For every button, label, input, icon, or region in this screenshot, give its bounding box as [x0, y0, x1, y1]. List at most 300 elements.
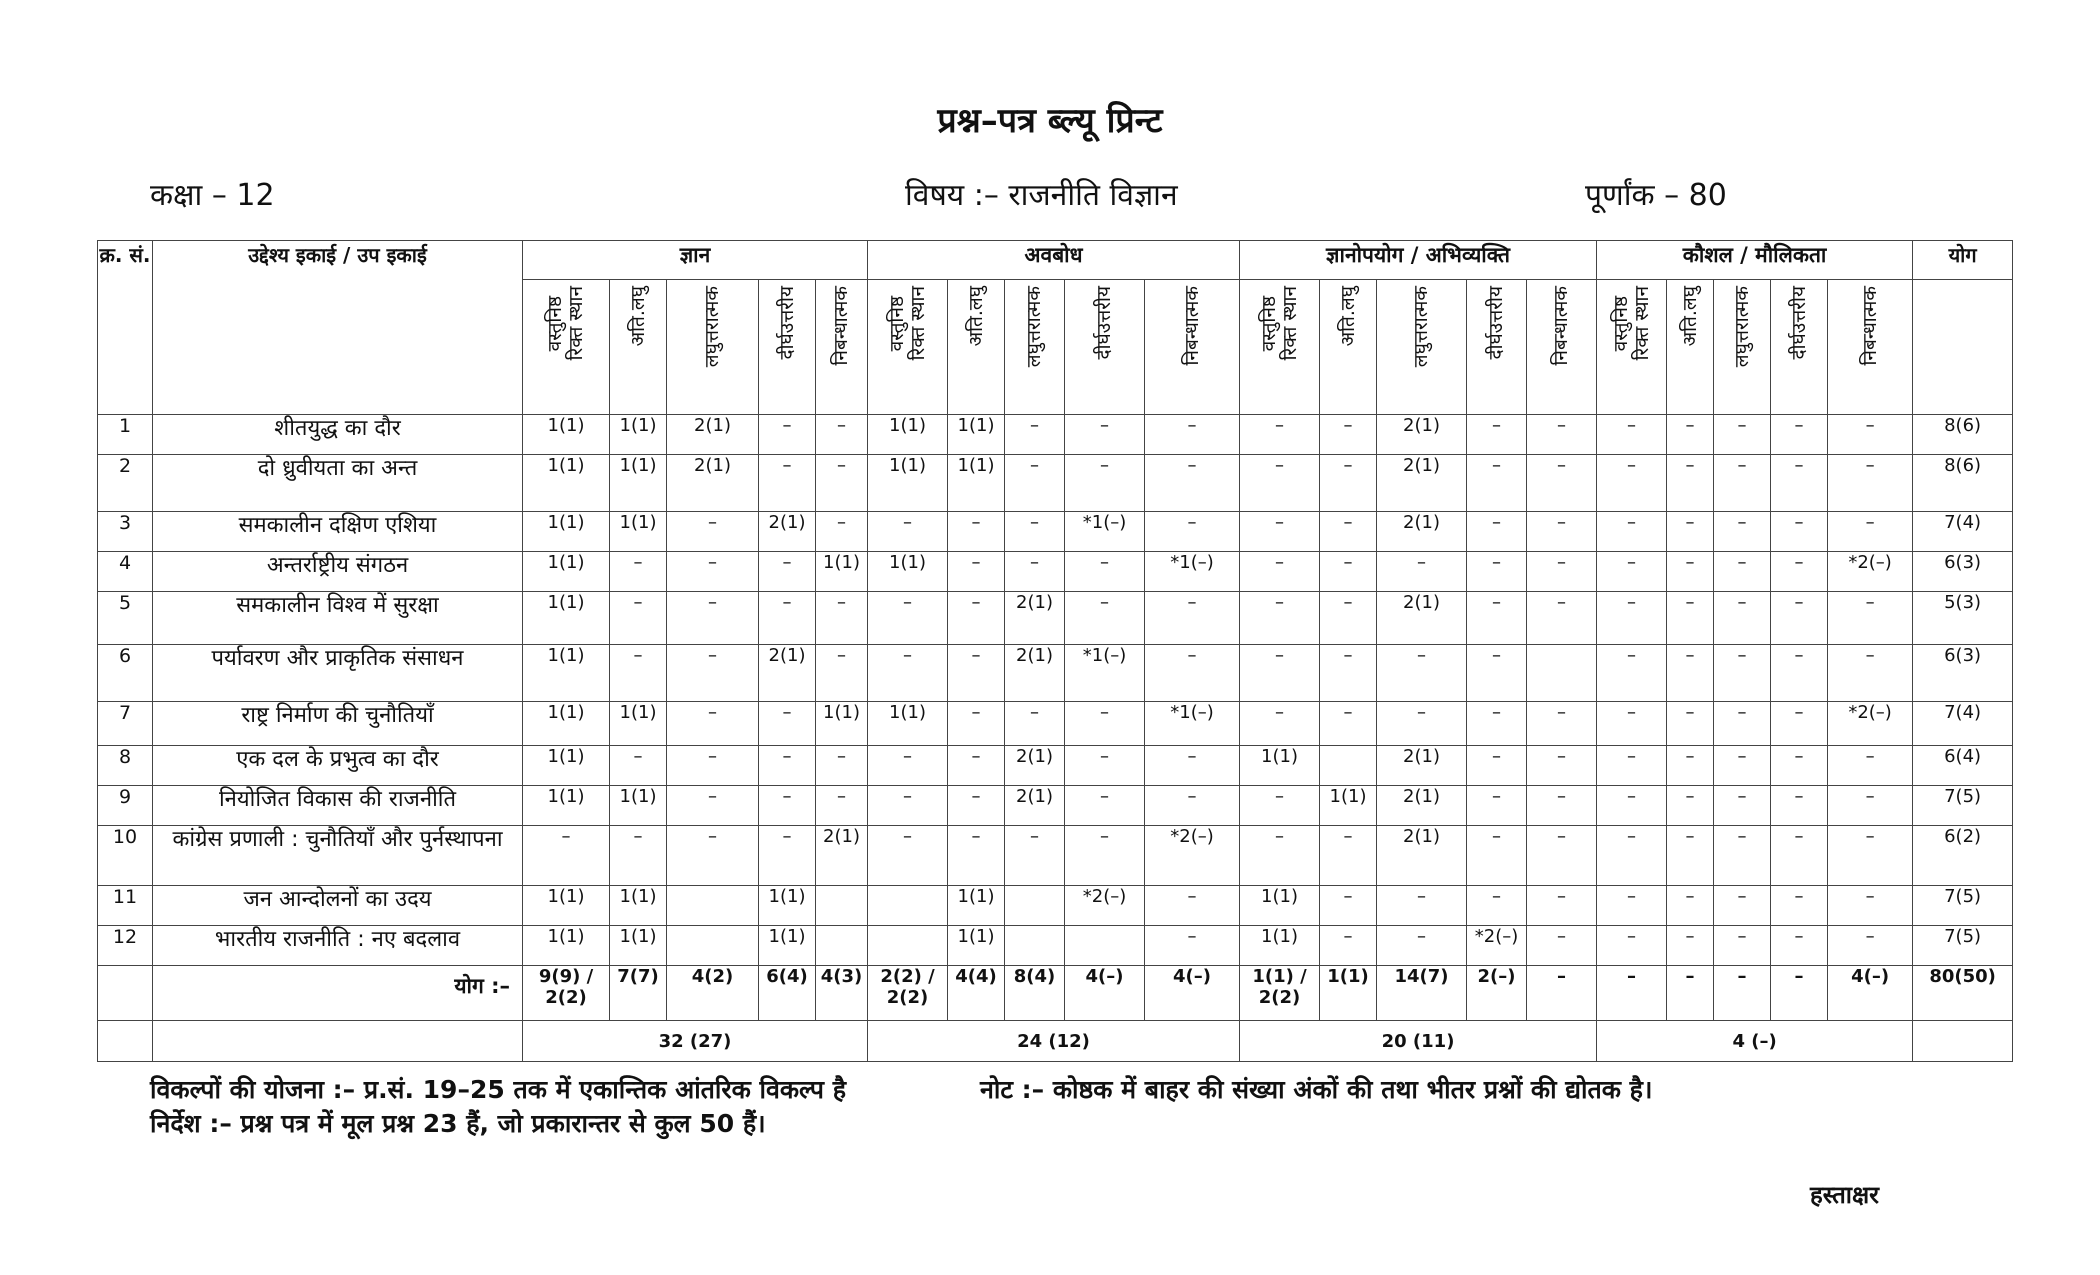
mark-cell: – [1828, 592, 1913, 645]
mark-cell: – [816, 786, 868, 826]
question-type-label: वस्तुनिष्ठ रिक्त स्थान [1609, 286, 1653, 361]
mark-cell: – [1771, 886, 1828, 926]
mark-cell: – [1828, 926, 1913, 966]
question-type-header [1467, 280, 1527, 415]
mark-cell: – [1145, 455, 1240, 512]
mark-cell: – [1714, 415, 1771, 455]
mark-cell: – [1467, 455, 1527, 512]
row-number: 4 [98, 552, 153, 592]
question-type-header [868, 280, 948, 415]
mark-cell: – [1597, 702, 1667, 746]
mark-cell: – [1771, 455, 1828, 512]
row-total: 8(6) [1913, 415, 2013, 455]
total-cell: 4(3) [816, 966, 868, 1021]
mark-cell: – [1667, 592, 1714, 645]
total-cell: 14(7) [1377, 966, 1467, 1021]
total-cell: – [1714, 966, 1771, 1021]
mark-cell: – [1145, 786, 1240, 826]
mark-cell: – [1714, 786, 1771, 826]
mark-cell: – [1240, 455, 1320, 512]
mark-cell: – [759, 455, 816, 512]
total-cell: – [1597, 966, 1667, 1021]
mark-cell: – [1527, 826, 1597, 886]
mark-cell: – [1467, 512, 1527, 552]
mark-cell: 1(1) [610, 512, 667, 552]
mark-cell: – [1714, 645, 1771, 702]
mark-cell: 1(1) [523, 926, 610, 966]
mark-cell: – [1771, 645, 1828, 702]
mark-cell: – [948, 826, 1005, 886]
mark-cell: 1(1) [523, 512, 610, 552]
mark-cell: *1(–) [1065, 512, 1145, 552]
total-row [98, 966, 2013, 1021]
mark-cell: 1(1) [1240, 926, 1320, 966]
group-header-skill: कौशल / मौलिकता [1597, 241, 1913, 280]
group-totals-blank [98, 1021, 153, 1062]
mark-cell: – [1667, 926, 1714, 966]
group-total: 32 (27) [523, 1021, 868, 1062]
mark-cell: *2(–) [1828, 702, 1913, 746]
mark-cell: – [1527, 926, 1597, 966]
question-type-header [1240, 280, 1320, 415]
mark-cell [1065, 926, 1145, 966]
total-cell: 4(2) [667, 966, 759, 1021]
mark-cell: – [1771, 786, 1828, 826]
question-type-label: निबन्धात्मक [830, 286, 852, 366]
mark-cell: – [1065, 592, 1145, 645]
question-type-header [1005, 280, 1065, 415]
mark-cell: – [667, 645, 759, 702]
question-type-header [759, 280, 816, 415]
mark-cell: – [1320, 702, 1377, 746]
mark-cell: – [1597, 786, 1667, 826]
mark-cell: 2(1) [816, 826, 868, 886]
class-label: कक्षा – 12 [150, 178, 275, 213]
mark-cell: – [816, 746, 868, 786]
mark-cell: – [1005, 415, 1065, 455]
mark-cell: – [667, 512, 759, 552]
grand-total: 80(50) [1913, 966, 2013, 1021]
row-total: 6(2) [1913, 826, 2013, 886]
unit-name: दो ध्रुवीयता का अन्त [153, 455, 523, 512]
mark-cell: – [1467, 552, 1527, 592]
mark-cell: – [1377, 926, 1467, 966]
mark-cell: – [1320, 592, 1377, 645]
unit-name: कांग्रेस प्रणाली : चुनौतियाँ और पुर्नस्थापना [153, 826, 523, 886]
mark-cell: – [816, 512, 868, 552]
mark-cell: – [759, 552, 816, 592]
question-type-header [1145, 280, 1240, 415]
mark-cell: 1(1) [948, 926, 1005, 966]
mark-cell: 1(1) [1320, 786, 1377, 826]
unit-name: समकालीन दक्षिण एशिया [153, 512, 523, 552]
mark-cell: 2(1) [759, 645, 816, 702]
mark-cell: – [1597, 826, 1667, 886]
mark-cell: – [1667, 415, 1714, 455]
mark-cell: 2(1) [1377, 786, 1467, 826]
unit-name: जन आन्दोलनों का उदय [153, 886, 523, 926]
mark-cell [1527, 645, 1597, 702]
unit-header: उद्देश्य इकाई / उप इकाई [153, 241, 523, 415]
mark-cell: – [1828, 415, 1913, 455]
mark-cell: – [1667, 455, 1714, 512]
mark-cell: – [1714, 826, 1771, 886]
mark-cell: 2(1) [667, 415, 759, 455]
row-total: 6(3) [1913, 552, 2013, 592]
mark-cell: – [1771, 746, 1828, 786]
mark-cell: – [1467, 592, 1527, 645]
question-type-label: अति.लघु [626, 286, 649, 347]
mark-cell: 1(1) [523, 592, 610, 645]
question-type-label: लघुत्तरात्मक [1410, 286, 1433, 368]
table-row [98, 592, 2013, 645]
mark-cell: – [948, 592, 1005, 645]
question-type-header [948, 280, 1005, 415]
mark-cell: – [1467, 415, 1527, 455]
mark-cell [1320, 746, 1377, 786]
mark-cell: 1(1) [523, 702, 610, 746]
mark-cell: 2(1) [1005, 592, 1065, 645]
mark-cell: – [1240, 552, 1320, 592]
question-type-header [816, 280, 868, 415]
mark-cell: – [948, 552, 1005, 592]
mark-cell: – [1597, 746, 1667, 786]
question-type-label: अति.लघु [964, 286, 987, 347]
row-number: 6 [98, 645, 153, 702]
total-cell: 2(–) [1467, 966, 1527, 1021]
mark-cell: – [1527, 702, 1597, 746]
mark-cell: – [1714, 746, 1771, 786]
mark-cell: – [1320, 455, 1377, 512]
row-total: 7(5) [1913, 786, 2013, 826]
row-number: 7 [98, 702, 153, 746]
mark-cell: – [1005, 455, 1065, 512]
row-number: 5 [98, 592, 153, 645]
question-type-label: वस्तुनिष्ठ रिक्त स्थान [1257, 286, 1301, 361]
table-row [98, 645, 2013, 702]
mark-cell: *2(–) [1467, 926, 1527, 966]
mark-cell: *2(–) [1828, 552, 1913, 592]
mark-cell: – [1377, 552, 1467, 592]
total-cell: 9(9) / 2(2) [523, 966, 610, 1021]
question-type-header [610, 280, 667, 415]
question-type-label: लघुत्तरात्मक [1023, 286, 1045, 368]
total-cell: 2(2) / 2(2) [868, 966, 948, 1021]
mark-cell: – [1597, 552, 1667, 592]
mark-cell: 2(1) [1377, 455, 1467, 512]
mark-cell: – [868, 746, 948, 786]
mark-cell: – [667, 552, 759, 592]
unit-name: नियोजित विकास की राजनीति [153, 786, 523, 826]
table-row [98, 826, 2013, 886]
serial-header: क्र. सं. [98, 241, 153, 415]
mark-cell: – [1145, 645, 1240, 702]
mark-cell: 1(1) [868, 702, 948, 746]
mark-cell: – [1714, 592, 1771, 645]
mark-cell: – [1771, 415, 1828, 455]
row-total: 5(3) [1913, 592, 2013, 645]
mark-cell [868, 926, 948, 966]
signature-label: हस्ताक्षर [1810, 1181, 1879, 1209]
mark-cell: – [1667, 512, 1714, 552]
mark-cell: 1(1) [868, 455, 948, 512]
mark-cell: – [816, 455, 868, 512]
mark-cell: – [759, 415, 816, 455]
page-title: प्रश्न–पत्र ब्ल्यू प्रिन्ट [937, 101, 1163, 141]
group-total: 24 (12) [868, 1021, 1240, 1062]
mark-cell: – [1527, 786, 1597, 826]
table-row [98, 886, 2013, 926]
mark-cell: – [1527, 886, 1597, 926]
table-row [98, 746, 2013, 786]
mark-cell: – [1771, 826, 1828, 886]
options-note: विकल्पों की योजना :– प्र.सं. 19–25 तक में एकान्तिक आंतरिक विकल्प है [150, 1075, 846, 1104]
question-type-label: दीर्घउत्तरीय [1093, 286, 1115, 360]
total-cell: 4(–) [1828, 966, 1913, 1021]
mark-cell: *2(–) [1145, 826, 1240, 886]
mark-cell: – [1828, 645, 1913, 702]
mark-cell: 1(1) [523, 886, 610, 926]
question-type-label: लघुत्तरात्मक [701, 286, 723, 368]
mark-cell: – [1145, 886, 1240, 926]
mark-cell: 1(1) [523, 455, 610, 512]
table-row [98, 702, 2013, 746]
mark-cell: 2(1) [1377, 592, 1467, 645]
mark-cell: – [816, 645, 868, 702]
mark-cell: – [1467, 645, 1527, 702]
mark-cell: – [1145, 926, 1240, 966]
mark-cell: – [1597, 512, 1667, 552]
unit-name: पर्यावरण और प्राकृतिक संसाधन [153, 645, 523, 702]
mark-cell: – [1527, 455, 1597, 512]
max-marks-label: पूर्णांक – 80 [1585, 178, 1727, 213]
mark-cell: – [1597, 926, 1667, 966]
mark-cell: – [1377, 702, 1467, 746]
row-number: 9 [98, 786, 153, 826]
mark-cell [1005, 926, 1065, 966]
mark-cell: 2(1) [667, 455, 759, 512]
total-cell: 4(–) [1065, 966, 1145, 1021]
row-number: 1 [98, 415, 153, 455]
total-cell: 6(4) [759, 966, 816, 1021]
mark-cell: 1(1) [523, 746, 610, 786]
mark-cell: 1(1) [816, 552, 868, 592]
mark-cell: 1(1) [1240, 746, 1320, 786]
mark-cell: 1(1) [610, 415, 667, 455]
mark-cell: – [1667, 786, 1714, 826]
row-number: 12 [98, 926, 153, 966]
mark-cell: 1(1) [948, 415, 1005, 455]
row-total: 6(3) [1913, 645, 2013, 702]
mark-cell: – [948, 512, 1005, 552]
total-cell: – [1667, 966, 1714, 1021]
mark-cell: – [1597, 886, 1667, 926]
mark-cell: – [1714, 926, 1771, 966]
table-row [98, 455, 2013, 512]
mark-cell: – [1065, 455, 1145, 512]
row-total: 7(5) [1913, 926, 2013, 966]
question-type-header [1320, 280, 1377, 415]
row-number: 11 [98, 886, 153, 926]
mark-cell: – [1005, 512, 1065, 552]
mark-cell: – [816, 592, 868, 645]
total-cell: 1(1) / 2(2) [1240, 966, 1320, 1021]
mark-cell: – [1240, 826, 1320, 886]
mark-cell: – [1771, 552, 1828, 592]
mark-cell: *1(–) [1065, 645, 1145, 702]
total-cell: 4(–) [1145, 966, 1240, 1021]
question-type-header [1527, 280, 1597, 415]
mark-cell: – [1714, 552, 1771, 592]
group-totals-blank [153, 1021, 523, 1062]
mark-cell: – [1377, 886, 1467, 926]
mark-cell: – [667, 826, 759, 886]
mark-cell: – [1667, 702, 1714, 746]
mark-cell: 1(1) [610, 786, 667, 826]
row-total: 6(4) [1913, 746, 2013, 786]
question-type-label: वस्तुनिष्ठ रिक्त स्थान [544, 286, 587, 361]
blueprint-body [98, 415, 2013, 1062]
mark-cell: – [1240, 512, 1320, 552]
mark-cell: 2(1) [1005, 746, 1065, 786]
mark-cell: 2(1) [759, 512, 816, 552]
table-row [98, 786, 2013, 826]
mark-cell: 1(1) [610, 926, 667, 966]
mark-cell: 2(1) [1377, 512, 1467, 552]
mark-cell: – [1828, 826, 1913, 886]
row-number: 2 [98, 455, 153, 512]
mark-cell: – [1527, 746, 1597, 786]
mark-cell: – [1527, 552, 1597, 592]
mark-cell: – [759, 826, 816, 886]
mark-cell: 2(1) [1005, 645, 1065, 702]
mark-cell: 1(1) [948, 455, 1005, 512]
mark-cell: – [1714, 702, 1771, 746]
mark-cell: – [1714, 512, 1771, 552]
mark-cell: 1(1) [523, 415, 610, 455]
total-cell: 1(1) [1320, 966, 1377, 1021]
mark-cell: *2(–) [1065, 886, 1145, 926]
question-type-label: निबन्धात्मक [1180, 286, 1203, 366]
mark-cell: 1(1) [523, 786, 610, 826]
total-header: योग [1913, 241, 2013, 280]
table-row [98, 926, 2013, 966]
group-total: 20 (11) [1240, 1021, 1597, 1062]
mark-cell: – [868, 645, 948, 702]
mark-cell: – [667, 746, 759, 786]
question-type-label: लघुत्तरात्मक [1730, 286, 1753, 368]
total-cell: 8(4) [1005, 966, 1065, 1021]
row-total: 7(5) [1913, 886, 2013, 926]
mark-cell: – [759, 786, 816, 826]
mark-cell: – [1667, 552, 1714, 592]
mark-cell: 2(1) [1005, 786, 1065, 826]
mark-cell: 1(1) [523, 552, 610, 592]
mark-cell: – [610, 746, 667, 786]
question-type-label: अति.लघु [1336, 286, 1359, 347]
question-type-header [1065, 280, 1145, 415]
mark-cell: – [610, 552, 667, 592]
mark-cell: 2(1) [1377, 415, 1467, 455]
mark-cell: – [868, 512, 948, 552]
mark-cell: – [1527, 592, 1597, 645]
mark-cell: – [1320, 415, 1377, 455]
mark-cell: 1(1) [868, 415, 948, 455]
question-type-label: अति.लघु [1678, 286, 1701, 347]
mark-cell: 1(1) [868, 552, 948, 592]
mark-cell: – [1240, 786, 1320, 826]
mark-cell: – [1320, 926, 1377, 966]
total-cell: – [1771, 966, 1828, 1021]
mark-cell: – [1145, 415, 1240, 455]
mark-cell [816, 926, 868, 966]
mark-cell: – [1065, 786, 1145, 826]
total-cell: 4(4) [948, 966, 1005, 1021]
mark-cell: – [759, 592, 816, 645]
total-row-blank [98, 966, 153, 1021]
mark-cell [667, 926, 759, 966]
mark-cell: – [1467, 746, 1527, 786]
question-type-header [1828, 280, 1913, 415]
question-type-label: दीर्घउत्तरीय [1485, 286, 1508, 360]
question-type-header [1771, 280, 1828, 415]
mark-cell: – [1065, 746, 1145, 786]
total-row-label: योग :– [153, 966, 523, 1021]
question-type-header [1377, 280, 1467, 415]
mark-cell: – [1145, 746, 1240, 786]
mark-cell: – [1240, 415, 1320, 455]
mark-cell: – [667, 786, 759, 826]
mark-cell: – [1377, 645, 1467, 702]
mark-cell: – [610, 826, 667, 886]
group-totals-blank [1913, 1021, 2013, 1062]
mark-cell: – [1065, 826, 1145, 886]
mark-cell: – [948, 702, 1005, 746]
mark-cell: – [1145, 592, 1240, 645]
mark-cell: – [1240, 645, 1320, 702]
mark-cell: – [1828, 746, 1913, 786]
mark-cell: – [1467, 886, 1527, 926]
mark-cell: – [1771, 592, 1828, 645]
mark-cell: – [1320, 886, 1377, 926]
mark-cell: – [1828, 786, 1913, 826]
unit-name: भारतीय राजनीति : नए बदलाव [153, 926, 523, 966]
group-totals-row [98, 1021, 2013, 1062]
mark-cell: – [948, 746, 1005, 786]
question-type-label: दीर्घउत्तरीय [775, 286, 798, 360]
mark-cell: – [1240, 702, 1320, 746]
mark-cell: – [1667, 645, 1714, 702]
unit-name: राष्ट्र निर्माण की चुनौतियाँ [153, 702, 523, 746]
mark-cell: 1(1) [1240, 886, 1320, 926]
mark-cell: 1(1) [948, 886, 1005, 926]
mark-cell [816, 886, 868, 926]
mark-cell: – [1714, 455, 1771, 512]
question-type-header [1714, 280, 1771, 415]
mark-cell: – [1667, 746, 1714, 786]
mark-cell: – [610, 592, 667, 645]
total-cell: – [1527, 966, 1597, 1021]
mark-cell: 1(1) [610, 886, 667, 926]
mark-cell: – [1320, 826, 1377, 886]
subject-label: विषय :– राजनीति विज्ञान [905, 178, 1178, 213]
mark-cell: – [1320, 645, 1377, 702]
mark-cell: 1(1) [610, 455, 667, 512]
mark-cell: – [1597, 455, 1667, 512]
question-type-header [1667, 280, 1714, 415]
question-type-header [523, 280, 610, 415]
row-number: 8 [98, 746, 153, 786]
